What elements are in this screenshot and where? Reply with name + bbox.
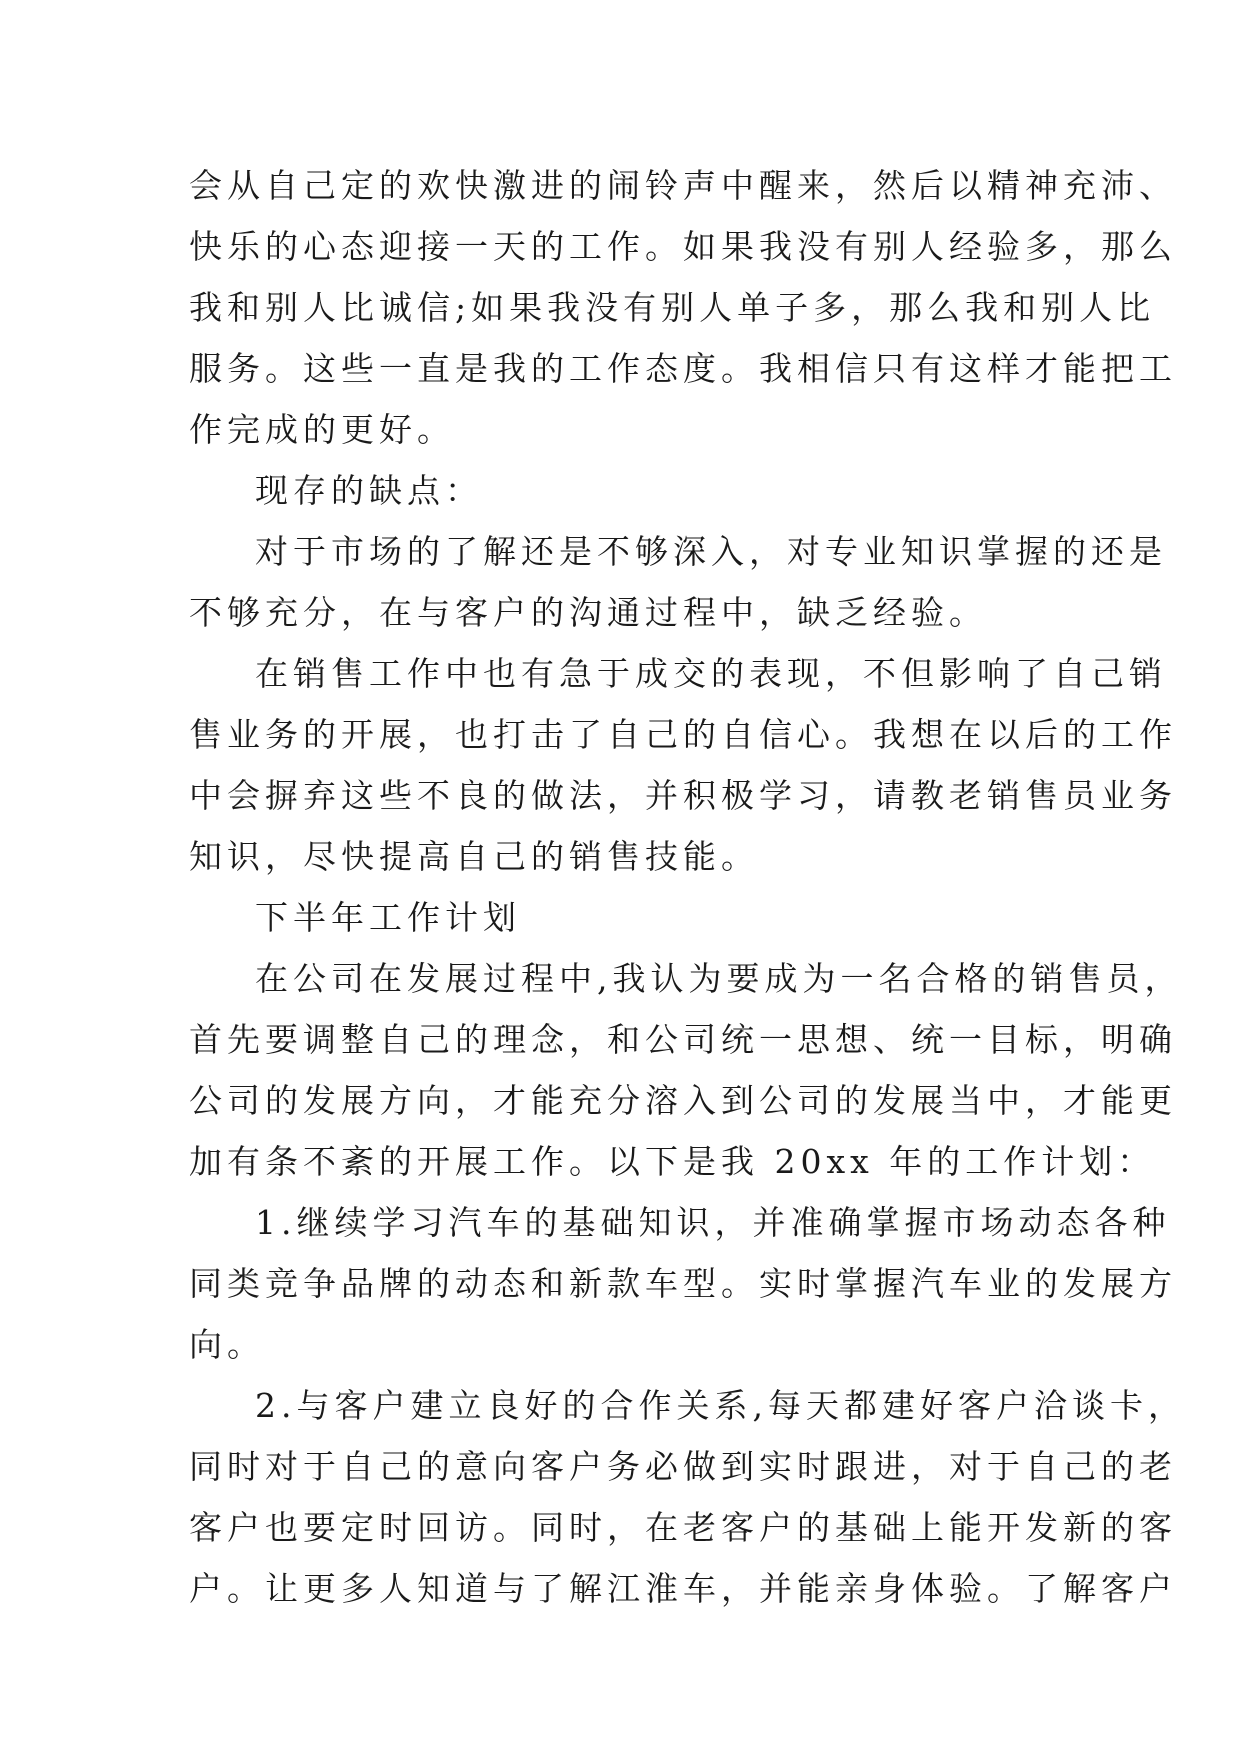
text-line: 在公司在发展过程中,我认为要成为一名合格的销售员， [255,959,1183,998]
text-line: 中会摒弃这些不良的做法，并积极学习，请教老销售员业务 [189,776,1177,815]
section-heading: 下半年工作计划 [255,898,521,937]
text-line: 会从自己定的欢快激进的闹铃声中醒来，然后以精神充沛、 [189,166,1177,205]
text-line: 同时对于自己的意向客户务必做到实时跟进，对于自己的老 [189,1447,1177,1486]
text-line: 对于市场的了解还是不够深入，对专业知识掌握的还是 [255,532,1167,571]
text-line: 作完成的更好。 [189,410,455,449]
text-line: 知识，尽快提高自己的销售技能。 [189,837,759,876]
text-line: 在销售工作中也有急于成交的表现，不但影响了自己销 [255,654,1167,693]
text-line: 公司的发展方向，才能充分溶入到公司的发展当中，才能更 [189,1081,1177,1120]
text-line: 向。 [189,1325,265,1364]
text-line: 我和别人比诚信;如果我没有别人单子多，那么我和别人比 [189,288,1156,327]
document-body [189,155,1186,1619]
text-line: 户。让更多人知道与了解江淮车，并能亲身体验。了解客户 [189,1569,1177,1608]
text-line: 售业务的开展，也打击了自己的自信心。我想在以后的工作 [189,715,1177,754]
text-line: 快乐的心态迎接一天的工作。如果我没有别人经验多，那么 [189,227,1177,266]
text-line: 不够充分，在与客户的沟通过程中，缺乏经验。 [189,593,987,632]
list-item: 1.继续学习汽车的基础知识，并准确掌握市场动态各种 [255,1203,1171,1242]
text-line: 同类竞争品牌的动态和新款车型。实时掌握汽车业的发展方 [189,1264,1177,1303]
text-line: 客户也要定时回访。同时，在老客户的基础上能开发新的客 [189,1508,1177,1547]
list-item: 2.与客户建立良好的合作关系,每天都建好客户洽谈卡， [255,1386,1186,1425]
section-heading: 现存的缺点： [255,471,483,510]
text-line: 加有条不紊的开展工作。以下是我 20xx 年的工作计划： [189,1142,1156,1181]
text-line: 首先要调整自己的理念，和公司统一思想、统一目标，明确 [189,1020,1177,1059]
text-line: 服务。这些一直是我的工作态度。我相信只有这样才能把工 [189,349,1177,388]
